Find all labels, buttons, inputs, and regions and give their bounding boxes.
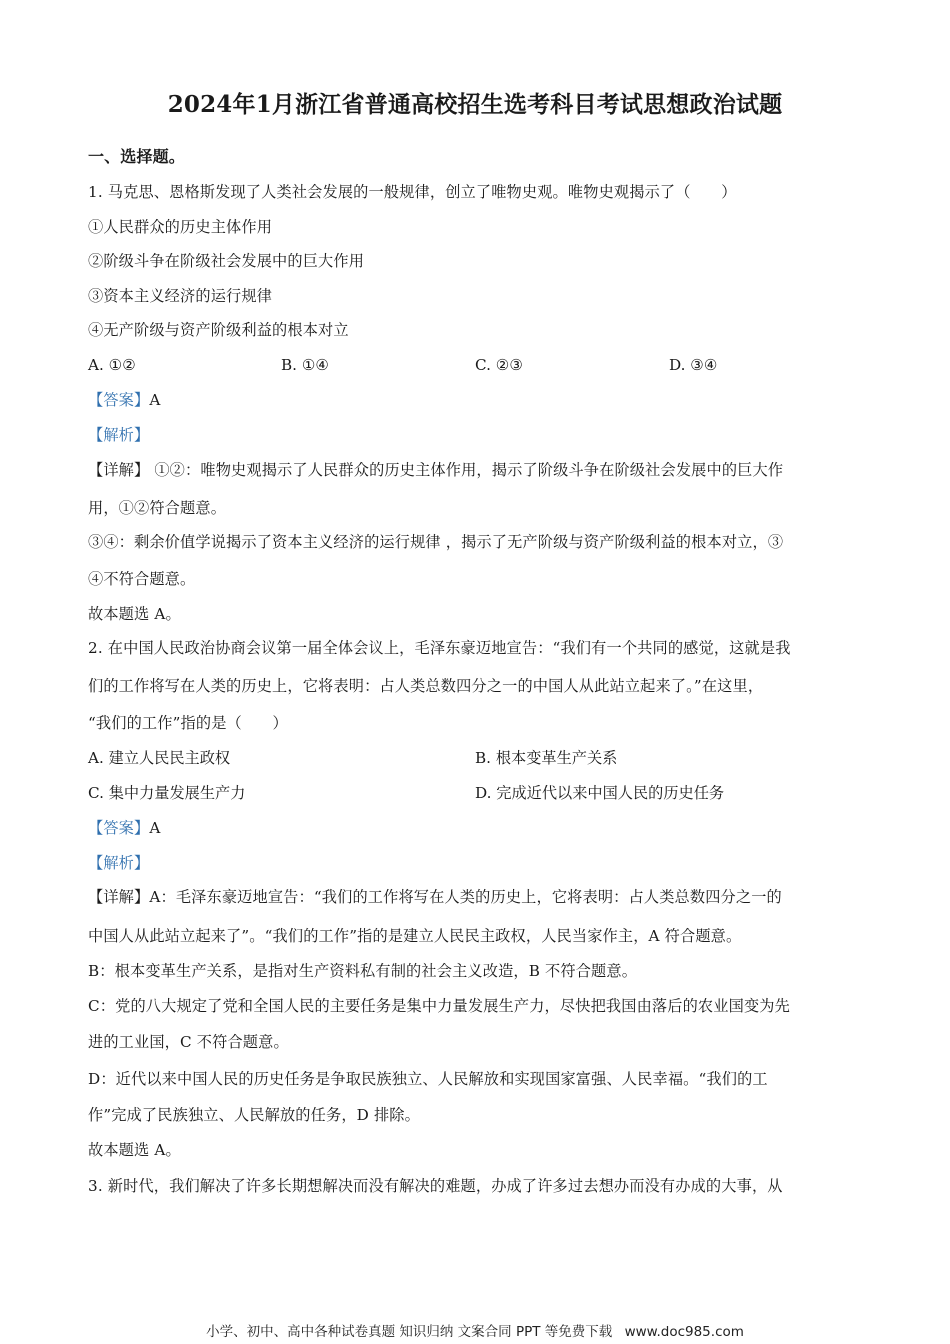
q1-analysis-tag: 【解析】 [88, 426, 150, 444]
q2-detail-line: B：根本变革生产关系，是指对生产资料私有制的社会主义改造，B 不符合题意。 [88, 962, 638, 980]
q2-detail-line: 进的工业国，C 不符合题意。 [88, 1033, 289, 1051]
page-footer [0, 1322, 950, 1342]
q1-option-d: D. ③④ [669, 356, 718, 374]
answer-value: A [149, 391, 161, 409]
q2-option-a: A. 建立人民民主政权 [88, 749, 231, 767]
q2-stem: “我们的工作”指的是（ ） [88, 714, 288, 732]
detail-tag: 【详解】 [88, 461, 150, 479]
answer-tag: 【答案】 [88, 391, 150, 409]
q1-conclusion: 故本题选 A。 [88, 605, 181, 623]
footer-site-link[interactable]: www.doc985.com [624, 1324, 744, 1340]
detail-text: A：毛泽东豪迈地宣告：“我们的工作将写在人类的历史上，它将表明：占人类总数四分之一的 [149, 888, 782, 906]
q2-conclusion: 故本题选 A。 [88, 1141, 181, 1159]
q1-detail-line: ③④：剩余价值学说揭示了资本主义经济的运行规律 ，揭示了无产阶级与资产阶级利益的根本对立，③ [88, 533, 784, 551]
q1-detail-line: 用，①②符合题意。 [88, 499, 227, 517]
q2-detail-line [88, 886, 782, 908]
q2-option-d: D. 完成近代以来中国人民的历史任务 [475, 784, 725, 802]
q1-option-c: C. ②③ [475, 356, 523, 374]
q1-item: ②阶级斗争在阶级社会发展中的巨大作用 [88, 252, 365, 270]
q1-stem: 1. 马克思、恩格斯发现了人类社会发展的一般规律，创立了唯物史观。唯物史观揭示了（ ） [88, 183, 737, 201]
q1-item: ①人民群众的历史主体作用 [88, 218, 273, 236]
document-title: 2024年1月浙江省普通高校招生选考科目考试思想政治试题 [167, 91, 783, 118]
q2-option-b: B. 根本变革生产关系 [475, 749, 618, 767]
section-heading: 一、选择题。 [88, 147, 185, 166]
q2-analysis-tag: 【解析】 [88, 854, 150, 872]
answer-value: A [149, 819, 161, 837]
q2-stem: 们的工作将写在人类的历史上，它将表明：占人类总数四分之一的中国人从此站立起来了。”在这里， [88, 677, 764, 695]
q2-detail-line: 中国人从此站立起来了”。“我们的工作”指的是建立人民民主政权，人民当家作主，A 符合题意。 [88, 927, 742, 945]
q1-option-a: A. ①② [88, 356, 136, 374]
q1-detail-line [88, 459, 783, 481]
q2-option-c: C. 集中力量发展生产力 [88, 784, 246, 802]
q2-detail-line: D：近代以来中国人民的历史任务是争取民族独立、人民解放和实现国家富强、人民幸福。“我们的工 [88, 1070, 768, 1088]
q3-stem: 3. 新时代，我们解决了许多长期想解决而没有解决的难题，办成了许多过去想办而没有办成的大事，从 [88, 1177, 783, 1195]
answer-tag: 【答案】 [88, 819, 150, 837]
footer-text: 小学、初中、高中各种试卷真题 知识归纳 文案合同 PPT 等免费下载 [206, 1324, 613, 1340]
q2-answer [88, 817, 160, 839]
q2-detail-line: C：党的八大规定了党和全国人民的主要任务是集中力量发展生产力，尽快把我国由落后的农业国变为先 [88, 997, 790, 1015]
q1-detail-line: ④不符合题意。 [88, 570, 196, 588]
q1-item: ④无产阶级与资产阶级利益的根本对立 [88, 321, 349, 339]
q1-item: ③资本主义经济的运行规律 [88, 287, 273, 305]
detail-text: ①②：唯物史观揭示了人民群众的历史主体作用，揭示了阶级斗争在阶级社会发展中的巨大作 [154, 461, 784, 479]
q1-option-b: B. ①④ [281, 356, 330, 374]
detail-tag: 【详解】 [88, 888, 150, 906]
q2-stem: 2. 在中国人民政治协商会议第一届全体会议上，毛泽东豪迈地宣告：“我们有一个共同的感觉，这就是我 [88, 639, 791, 657]
q2-detail-line: 作”完成了民族独立、人民解放的任务，D 排除。 [88, 1106, 420, 1124]
q1-answer [88, 389, 160, 411]
